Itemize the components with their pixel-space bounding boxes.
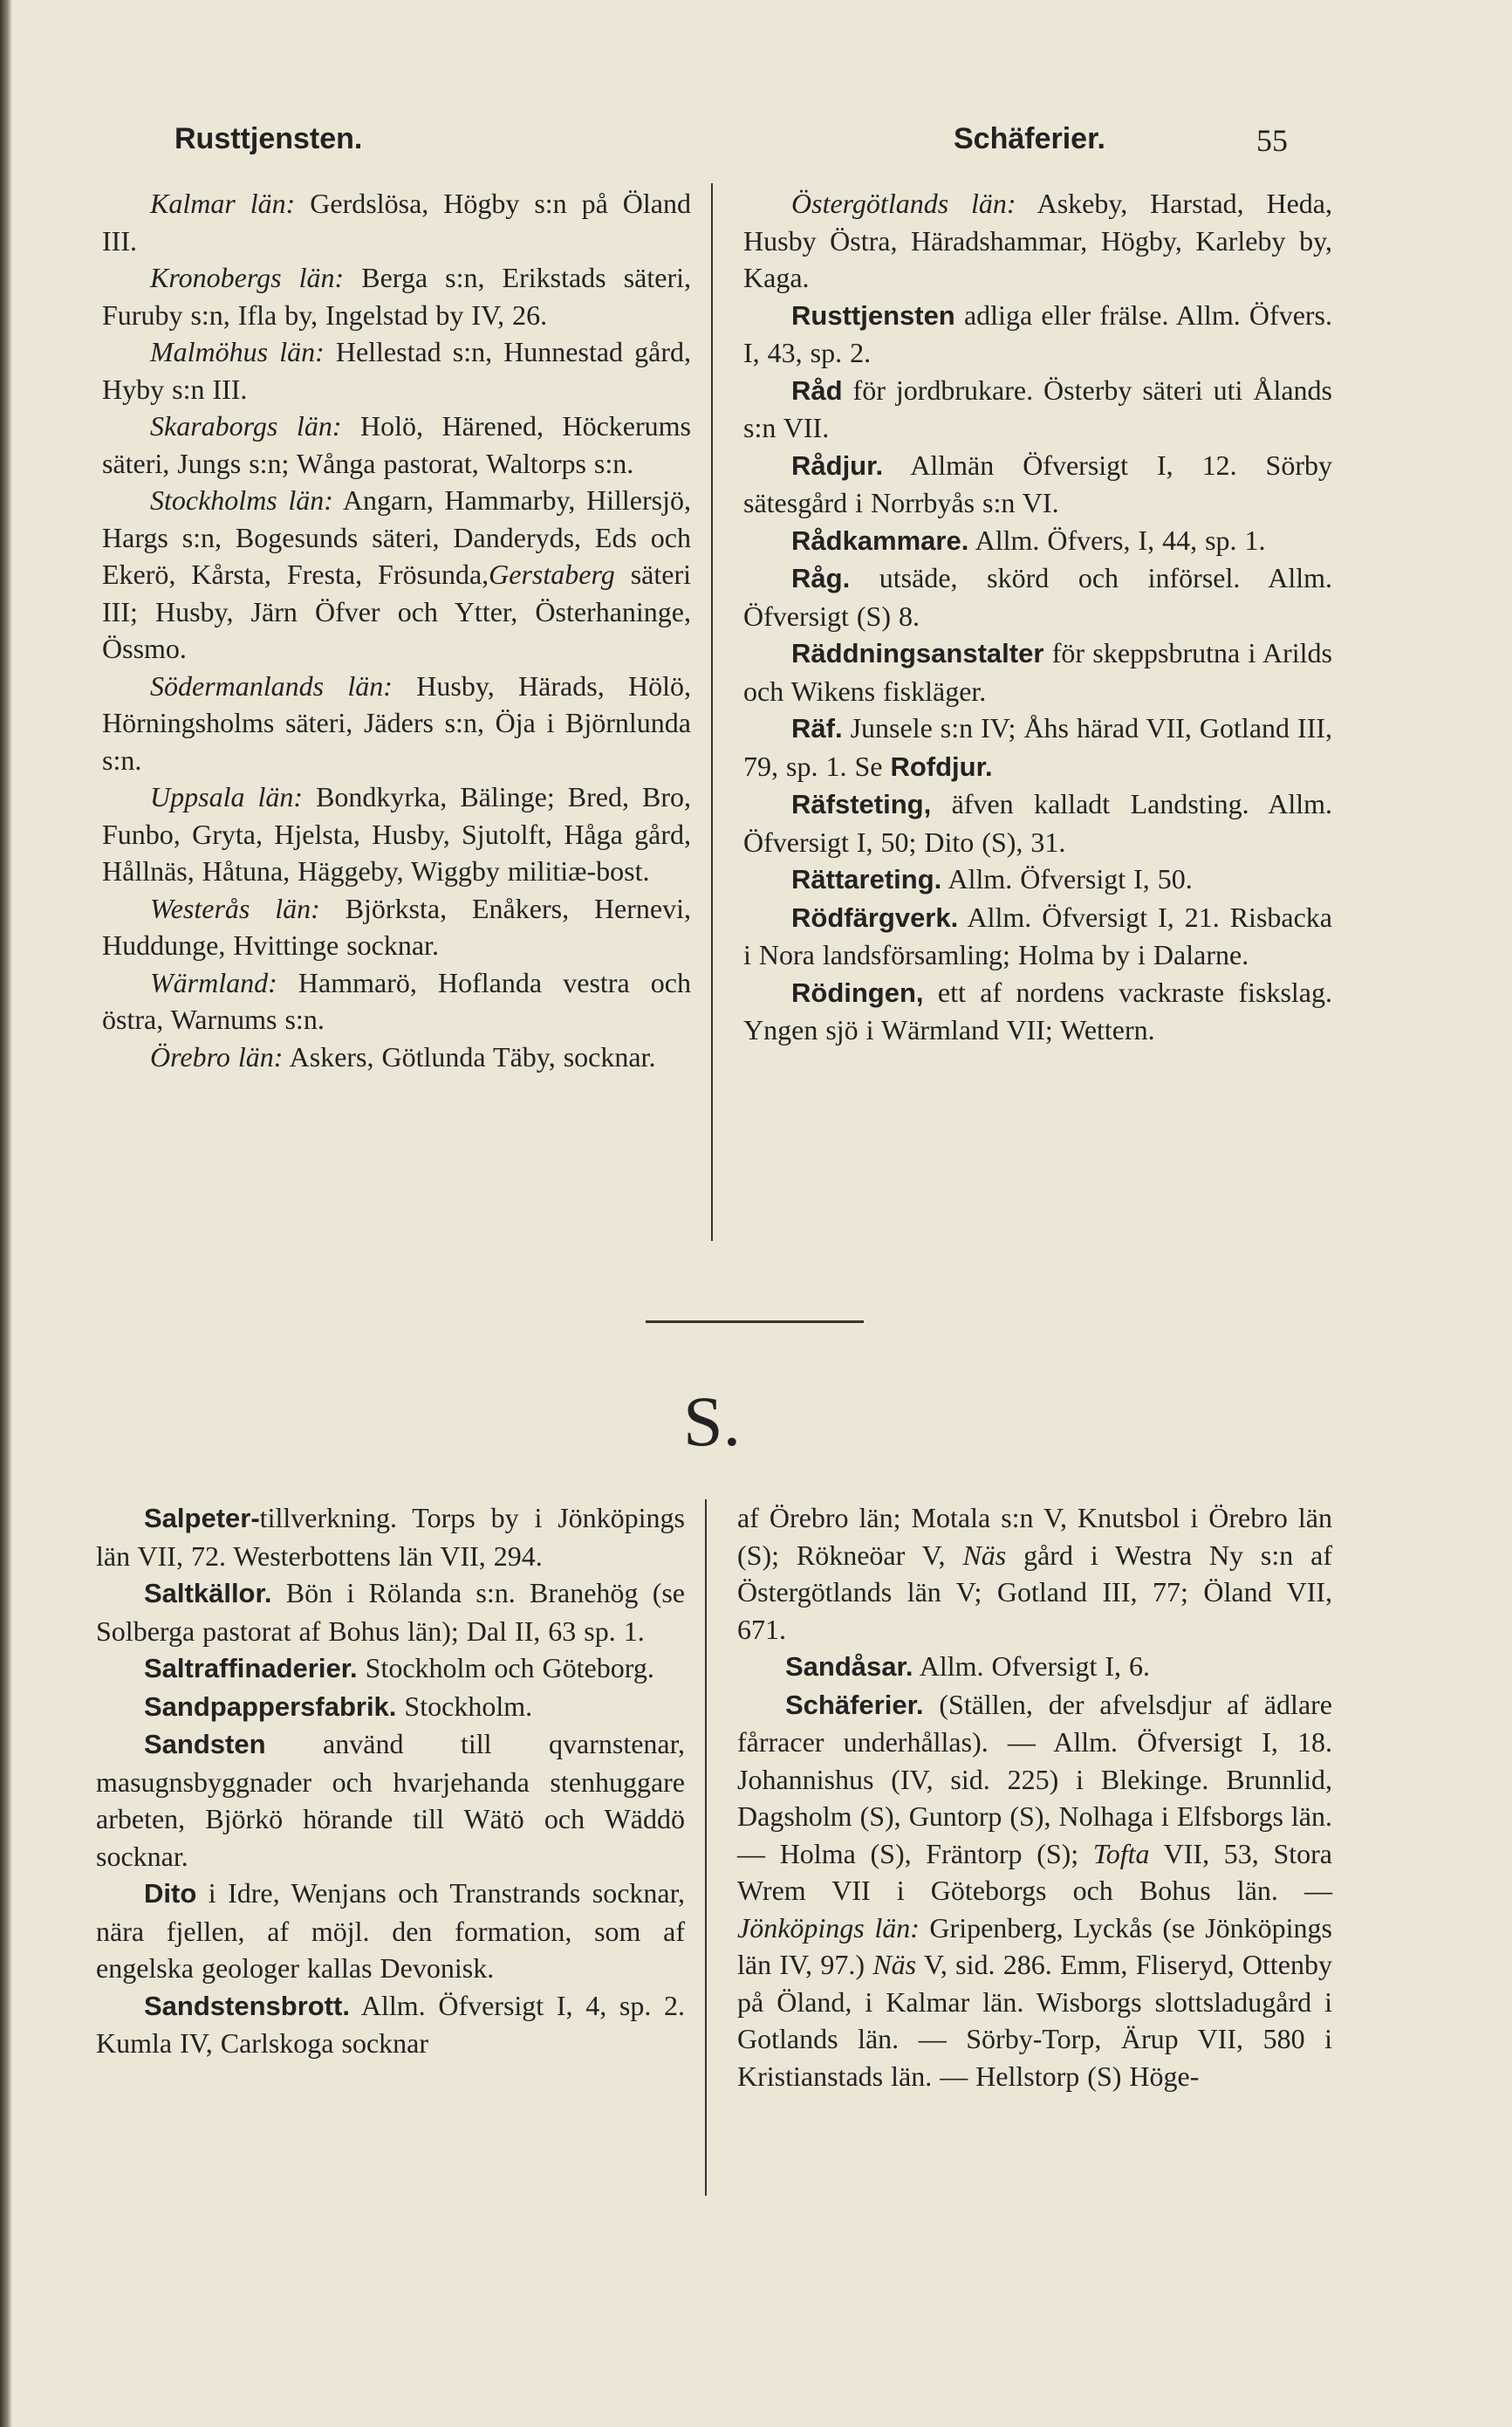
top-right-column xyxy=(743,185,1332,1049)
italic-place: Näs xyxy=(962,1539,1007,1571)
entry-text: använd till qvarnstenar, masugnsbyggnader och hvarjehanda stenhuggare arbeten, Björkö hörande till Wätö och Wäddö socknar. xyxy=(96,1728,685,1872)
entry-text: Bön i Rölanda s:n. Branehög (se Solberga pastorat af Bohus län); Dal II, 63 sp. 1. xyxy=(96,1577,685,1647)
entry-text: Husby, Härads, Hölö, Hörningsholms säteri, Jäders s:n, Öja i Björnlunda s:n. xyxy=(102,669,692,776)
entry-paragraph xyxy=(737,1648,1332,1686)
entry-text: Björksta, Enåkers, Hernevi, Huddunge, Hvittinge socknar. xyxy=(102,892,692,961)
region-label: Östergötlands län: xyxy=(791,188,1016,219)
entry-headword: Rödfärgverk. xyxy=(791,902,959,933)
entry-text: V, sid. 286. Emm, Fliseryd, Ottenby på Öland, i Kalmar län. Wisborgs slottsladugård i Gotlands län. — Sörby-Torp, Ärup VII, 580 i Kristianstads län. — Hellstorp (S) Höge- xyxy=(737,1949,1333,2092)
entry-headword: Sandpappersfabrik. xyxy=(144,1690,397,1722)
entry-paragraph xyxy=(743,634,1332,710)
entry-text: (Ställen, der afvelsdjur af ädlare fårracer underhållas). — Allm. Öfversigt I, 18. Johannishus (IV, sid. 225) i Blekinge. Brunnlid, Dagsholm (S), Guntorp (S), Nolhaga i Elfsborgs län. — Holma (S), Fräntorp (S); xyxy=(737,1688,1332,1869)
entry-paragraph xyxy=(96,1649,685,1688)
entry-text: Allm. Öfversigt I, 21. Risbacka i Nora landsförsamling; Holma by i Dalarne. xyxy=(743,901,1332,970)
entry-paragraph xyxy=(737,1686,1332,2095)
section-divider-rule xyxy=(646,1320,864,1323)
entry-headword: Saltraffinaderier. xyxy=(144,1653,358,1683)
italic-place: Tofta xyxy=(1092,1837,1150,1869)
column-divider-bottom xyxy=(705,1499,707,2196)
entry-text: äfven kalladt Landsting. Allm. Öfversigt I, 50; Dito (S), 31. xyxy=(743,788,1332,858)
entry-paragraph xyxy=(102,778,691,890)
bottom-left-column xyxy=(96,1499,685,2062)
entry-text: för jordbrukare. Österby säteri uti Ålands s:n VII. xyxy=(743,374,1332,443)
region-label: Uppsala län: xyxy=(150,781,304,812)
entry-paragraph xyxy=(102,1039,691,1076)
entry-headword: Dito xyxy=(144,1878,197,1909)
entry-headword: Rättareting. xyxy=(791,864,942,895)
entry-text: Allm. Öfversigt I, 4, sp. 2. Kumla IV, Carlskoga socknar xyxy=(96,1989,685,2059)
entry-paragraph xyxy=(737,1499,1332,1648)
entry-headword: Räf. xyxy=(791,713,843,744)
entry-paragraph xyxy=(743,522,1332,560)
entry-text: Allm. Öfvers, I, 44, sp. 1. xyxy=(968,524,1266,556)
entry-text: adliga eller frälse. Allm. Öfvers. I, 43, sp. 2. xyxy=(743,298,1332,368)
entry-paragraph xyxy=(743,297,1332,372)
entry-paragraph xyxy=(743,860,1332,899)
region-label: Skaraborgs län: xyxy=(150,410,342,442)
entry-text: Allm. Öfversigt I, 50. xyxy=(941,863,1193,895)
region-label: Malmöhus län: xyxy=(150,336,325,367)
entry-headword: Räddningsanstalter xyxy=(791,638,1044,668)
entry-headword: Saltkällor. xyxy=(144,1578,272,1608)
top-left-column xyxy=(102,185,691,1075)
entry-paragraph xyxy=(743,785,1332,860)
region-label: Södermanlands län: xyxy=(150,669,393,702)
section-letter: S. xyxy=(683,1381,742,1461)
entry-paragraph xyxy=(96,1688,685,1726)
entry-text: VII, 53, Stora Wrem VII i Göteborgs och Bohus län. — xyxy=(737,1837,1333,1906)
entry-paragraph xyxy=(102,668,691,779)
entry-paragraph xyxy=(743,185,1332,297)
entry-text: Allmän Öfversigt I, 12. Sörby sätesgård i Norrbyås s:n VI. xyxy=(743,449,1332,518)
entry-paragraph xyxy=(743,974,1332,1049)
region-label: Jönköpings län: xyxy=(737,1911,920,1944)
entry-paragraph xyxy=(102,333,691,408)
header-center-keyword: Schäferier. xyxy=(954,122,1105,155)
region-label: Westerås län: xyxy=(150,892,320,924)
entry-text: utsäde, skörd och införsel. Allm. Öfversigt (S) 8. xyxy=(743,562,1332,632)
entry-paragraph xyxy=(96,1499,685,1574)
entry-paragraph xyxy=(743,710,1332,785)
entry-headword: Råd xyxy=(791,374,843,406)
entry-text: Holö, Härened, Höckerums säteri, Jungs s:n; Wånga pastorat, Waltorps s:n. xyxy=(102,410,691,479)
entry-text: Askers, Götlunda Täby, socknar. xyxy=(283,1040,656,1073)
entry-headword: Rådjur. xyxy=(791,449,884,481)
entry-text: Junsele s:n IV; Åhs härad VII, Gotland III, 79, sp. 1. Se xyxy=(743,712,1332,782)
entry-paragraph xyxy=(743,372,1332,447)
entry-text: tillverkning. Torps by i Jönköpings län VII, 72. Westerbottens län VII, 294. xyxy=(96,1502,685,1572)
entry-text: ett af nordens vackraste fiskslag. Yngen sjö i Wärmland VII; Wettern. xyxy=(743,976,1332,1046)
entry-text: i Idre, Wenjans och Transtrands socknar, nära fjellen, af möjl. den formation, som af engelska geologer kallas Devonisk. xyxy=(96,1877,685,1984)
entry-headword: Rusttjensten xyxy=(791,299,955,331)
region-label: Wärmland: xyxy=(150,966,277,998)
entry-text: Gerdslösa, Högby s:n på Öland III. xyxy=(102,188,692,257)
entry-headword: Schäferier. xyxy=(785,1689,924,1720)
entry-paragraph xyxy=(96,1725,685,1875)
entry-text: Allm. Ofversigt I, 6. xyxy=(913,1650,1151,1682)
entry-text: Gripenberg, Lyckås (se Jönköpings län IV, 97.) xyxy=(737,1911,1332,1980)
entry-text: Hammarö, Hoflanda vestra och östra, Warnums s:n. xyxy=(102,966,691,1035)
entry-paragraph xyxy=(743,899,1332,974)
entry-text: af Örebro län; Motala s:n V, Knutsbol i Örebro län (S); Rökneöar V, xyxy=(737,1502,1332,1571)
entry-headword: Räfsteting, xyxy=(791,789,932,819)
entry-text: gård i Westra Ny s:n af Östergötlands län V; Gotland III, 77; Öland VII, 671. xyxy=(737,1539,1333,1645)
entry-text: Berga s:n, Erikstads säteri, Furuby s:n, Ifla by, Ingelstad by IV, 26. xyxy=(102,262,692,331)
entry-text: Askeby, Harstad, Heda, Husby Östra, Häradshammar, Högby, Karleby by, Kaga. xyxy=(743,188,1333,293)
italic-place: Gerstaberg xyxy=(489,559,615,590)
entry-text: Hellestad s:n, Hunnestad gård, Hyby s:n III. xyxy=(102,336,692,405)
entry-paragraph xyxy=(743,559,1332,634)
entry-paragraph xyxy=(96,1987,685,2062)
entry-paragraph xyxy=(102,964,691,1039)
entry-paragraph xyxy=(102,408,691,482)
entry-text: Angarn, Hammarby, Hillersjö, Hargs s:n, Bogesunds säteri, Danderyds, Eds och Ekerö, Kårsta, Fresta, Frösunda, xyxy=(102,484,692,590)
entry-headword: Sandsten xyxy=(144,1729,266,1759)
entry-text: säteri III; Husby, Järn Öfver och Ytter, Österhaninge, Össmo. xyxy=(102,559,692,664)
entry-headword: Rödingen, xyxy=(791,977,924,1008)
entry-headword: Rofdjur. xyxy=(890,751,993,782)
italic-place: Näs xyxy=(872,1949,917,1980)
entry-text: Bondkyrka, Bälinge; Bred, Bro, Funbo, Gryta, Hjelsta, Husby, Sjutolft, Håga gård, Hållnäs, Håtuna, Häggeby, Wiggby militiæ-bost. xyxy=(102,781,692,887)
bottom-right-column xyxy=(737,1499,1332,2094)
entry-headword: Sandstensbrott. xyxy=(144,1990,350,2021)
entry-paragraph xyxy=(102,259,691,333)
region-label: Kalmar län: xyxy=(150,188,296,219)
running-header xyxy=(174,122,1317,166)
entry-paragraph xyxy=(102,185,691,259)
region-label: Stockholms län: xyxy=(150,484,333,516)
entry-paragraph xyxy=(96,1875,685,1987)
entry-headword: Sandåsar. xyxy=(785,1651,913,1682)
page-binding-edge xyxy=(0,0,12,2427)
header-left-keyword: Rusttjensten. xyxy=(174,122,363,155)
region-label: Örebro län: xyxy=(150,1040,284,1073)
entry-text: Stockholm och Göteborg. xyxy=(357,1652,654,1683)
entry-paragraph xyxy=(743,447,1332,522)
entry-paragraph xyxy=(96,1574,685,1649)
region-label: Kronobergs län: xyxy=(150,262,345,293)
column-divider-top xyxy=(711,183,713,1241)
entry-headword: Rådkammare. xyxy=(791,524,969,556)
entry-paragraph xyxy=(102,890,691,964)
entry-headword: Salpeter- xyxy=(144,1503,260,1533)
entry-headword: Råg. xyxy=(791,563,851,593)
entry-paragraph xyxy=(102,482,691,668)
entry-text: Stockholm. xyxy=(396,1690,533,1722)
entry-text: för skeppsbrutna i Arilds och Wikens fiskläger. xyxy=(743,637,1332,707)
page-number: 55 xyxy=(1256,123,1288,158)
